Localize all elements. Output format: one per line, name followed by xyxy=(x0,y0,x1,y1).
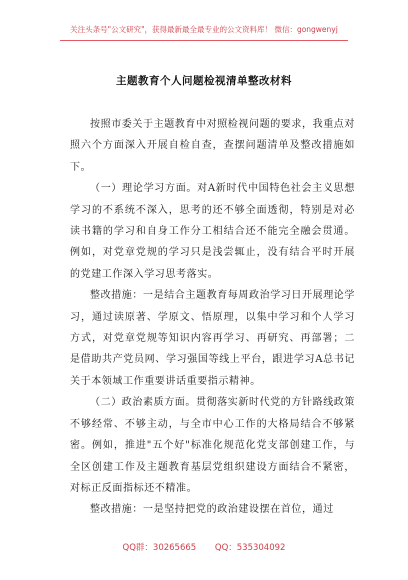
paragraph-theory-measures: 整改措施：一是结合主题教育每周政治学习日开展理论学习，通过读原著、学原文、悟原理，以集中学习和个人学习方式，对党章党规等知识内容再学习、再研究、再部署；二是借助共产党员网、学习强国等线上平台，跟进学习A总书记关于本领域工作重要讲话重要指示精神。 xyxy=(70,290,355,387)
paragraph-political-quality: （二）政治素质方面。贯彻落实新时代党的方针路线政策不够经常、不够主动，与全市中心工作的大格局结合不够紧密。例如，推进"五个好"标准化规范化党支部创建工作，与全区创建工作及主题教育基层党组织建设方面结合不紧密，对标正反面指标还不精准。 xyxy=(70,397,355,494)
footer-qq: QQ：535304092 xyxy=(214,543,286,553)
document-body xyxy=(70,114,355,521)
footer-contact xyxy=(0,541,408,553)
paragraph-political-measures: 整改措施：一是坚持把党的政治建设摆在首位，通过 xyxy=(90,504,334,516)
footer-qq-group: QQ群：30265665 xyxy=(122,543,197,553)
header-divider xyxy=(60,40,348,41)
paragraph-theory-study: （一）理论学习方面。对A新时代中国特色社会主义思想学习的不系统不深入，思考的还不够全面透彻，特别是对必读书籍的学习和自身工作分工相结合还不能完全融会贯通。例如，对党章党规的学习只是浅尝辄止，没有结合平时开展的党建工作深入学习思考落实。 xyxy=(70,183,355,280)
paragraph-intro: 按照市委关于主题教育中对照检视问题的要求，我重点对照六个方面深入开展自检自查，查摆问题清单及整改措施如下。 xyxy=(70,119,355,173)
header-banner: 关注头条号"公文研究"，获得最新最全最专业的公文资料库！ 微信：gongwenyj xyxy=(70,25,338,34)
document-title: 主题教育个人问题检视清单整改材料 xyxy=(116,75,292,87)
